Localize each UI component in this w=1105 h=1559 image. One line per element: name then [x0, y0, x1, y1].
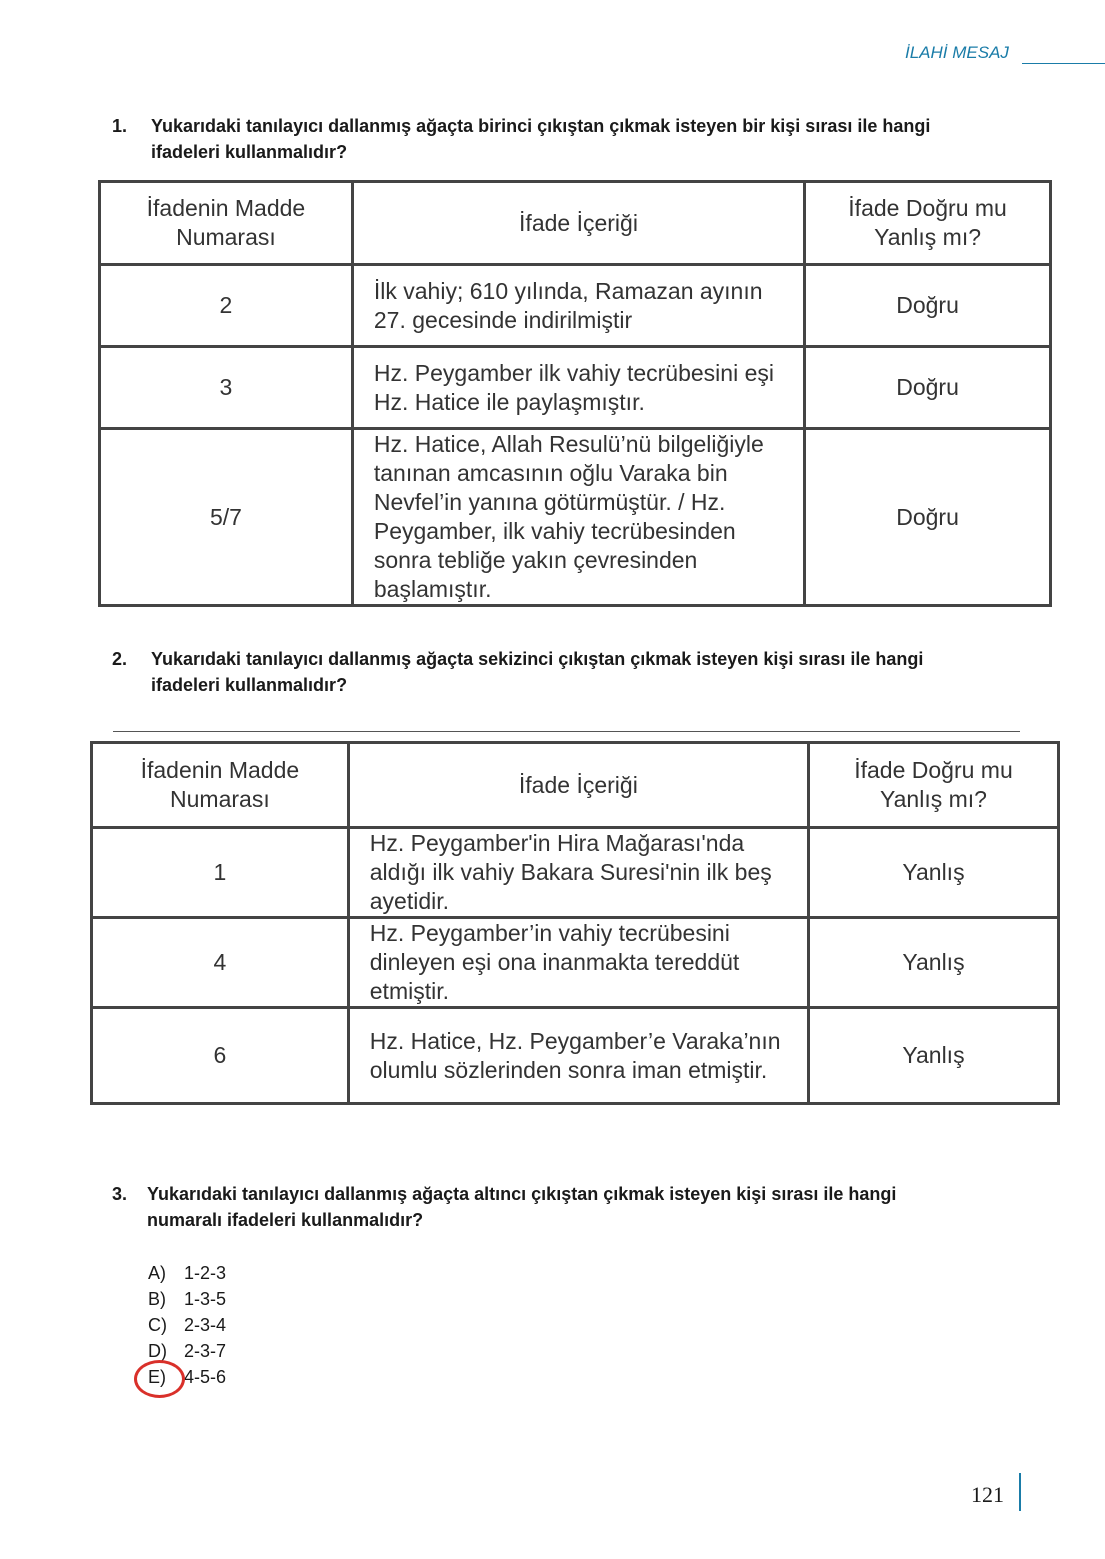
- question-number: 3.: [112, 1184, 128, 1204]
- statement-table-1: [98, 180, 1052, 607]
- statement-table-2: [90, 741, 1060, 1105]
- question-text: Yukarıdaki tanılayıcı dallanmış ağaçta altıncı çıkıştan çıkmak isteyen kişi sırası ile hangi numaralı ifadeleri kullanmalıdır?: [147, 1184, 897, 1230]
- divider: [113, 731, 1020, 732]
- option-e[interactable]: E) 4-5-6: [148, 1367, 227, 1387]
- table-header-row: [92, 743, 1059, 828]
- question-number: 1.: [112, 116, 128, 136]
- verdict-cell: Doğru: [805, 429, 1051, 606]
- verdict-cell: Yanlış: [808, 918, 1058, 1008]
- question-number: 2.: [112, 649, 128, 669]
- column-header: İfade Doğru mu Yanlış mı?: [805, 182, 1051, 265]
- selected-answer-circle: [134, 1360, 185, 1398]
- statement-cell: Hz. Peygamber’in vahiy tecrübesini dinleyen eşi ona inanmakta tereddüt etmiştir.: [348, 918, 808, 1008]
- statement-cell: İlk vahiy; 610 yılında, Ramazan ayının 27. gecesinde indirilmiştir: [352, 265, 804, 347]
- table-row: [92, 1008, 1059, 1104]
- statement-cell: Hz. Peygamber'in Hira Mağarası'nda aldığı ilk vahiy Bakara Suresi'nin ilk beş ayetidir.: [348, 828, 808, 918]
- column-header: İfade Doğru mu Yanlış mı?: [808, 743, 1058, 828]
- table-row: [100, 347, 1051, 429]
- section-header: İLAHİ MESAJ: [905, 43, 1009, 62]
- table-row: [92, 918, 1059, 1008]
- option-d[interactable]: D) 2-3-7: [148, 1341, 227, 1361]
- statement-cell: Hz. Peygamber ilk vahiy tecrübesini eşi Hz. Hatice ile paylaşmıştır.: [352, 347, 804, 429]
- item-number-cell: 3: [100, 347, 353, 429]
- question-text: Yukarıdaki tanılayıcı dallanmış ağaçta sekizinci çıkıştan çıkmak isteyen kişi sırası ile hangi ifadeleri kullanmalıdır?: [151, 649, 924, 695]
- item-number-cell: 5/7: [100, 429, 353, 606]
- statement-cell: Hz. Hatice, Allah Resulü’nü bilgeliğiyle tanınan amcasının oğlu Varaka bin Nevfel’in yanına götürmüştür. / Hz. Peygamber, ilk vahiy tecrübesinden sonra tebliğe yakın çevresinden başlamıştır.: [352, 429, 804, 606]
- column-header: İfadenin Madde Numarası: [100, 182, 353, 265]
- table-header-row: [100, 182, 1051, 265]
- item-number-cell: 4: [92, 918, 349, 1008]
- option-c[interactable]: C) 2-3-4: [148, 1315, 227, 1335]
- item-number-cell: 6: [92, 1008, 349, 1104]
- table-row: [100, 265, 1051, 347]
- header-rule: [1022, 63, 1105, 64]
- statement-cell: Hz. Hatice, Hz. Peygamber’e Varaka’nın olumlu sözlerinden sonra iman etmiştir.: [348, 1008, 808, 1104]
- question-text: Yukarıdaki tanılayıcı dallanmış ağaçta birinci çıkıştan çıkmak isteyen bir kişi sırası ile hangi ifadeleri kullanmalıdır?: [151, 116, 931, 162]
- option-b[interactable]: B) 1-3-5: [148, 1289, 227, 1309]
- column-header: İfadenin Madde Numarası: [92, 743, 349, 828]
- column-header: İfade İçeriği: [352, 182, 804, 265]
- table-row: [92, 828, 1059, 918]
- option-a[interactable]: A) 1-2-3: [148, 1263, 227, 1283]
- column-header: İfade İçeriği: [348, 743, 808, 828]
- page-number-rule: [1019, 1473, 1021, 1511]
- item-number-cell: 1: [92, 828, 349, 918]
- page-number: 121: [971, 1482, 1004, 1507]
- item-number-cell: 2: [100, 265, 353, 347]
- verdict-cell: Doğru: [805, 265, 1051, 347]
- verdict-cell: Doğru: [805, 347, 1051, 429]
- table-row: [100, 429, 1051, 606]
- verdict-cell: Yanlış: [808, 828, 1058, 918]
- verdict-cell: Yanlış: [808, 1008, 1058, 1104]
